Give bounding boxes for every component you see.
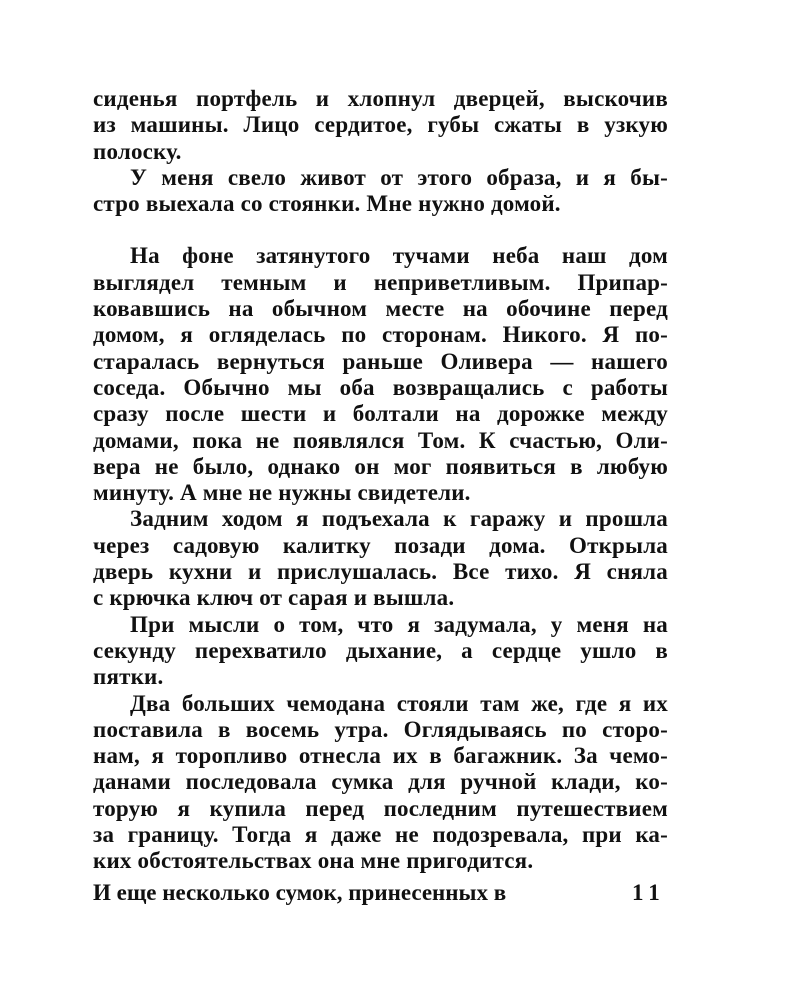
- text-line: старалась вернуться раньше Оливера — нашего: [93, 348, 668, 374]
- text-line: стро выехала со стоянки. Мне нужно домой.: [93, 191, 561, 217]
- text-line: полоску.: [93, 138, 182, 164]
- text-line: через садовую калитку позади дома. Открыла: [93, 532, 668, 558]
- text-line: дверь кухни и прислушалась. Все тихо. Я сняла: [93, 559, 668, 585]
- text-line: У меня свело живот от этого образа, и я бы-: [130, 164, 668, 190]
- section-break: [93, 217, 668, 243]
- text-line: домами, пока не появлялся Том. К счастью, Оли-: [93, 427, 668, 453]
- text-line: торую я купила перед последним путешествием: [93, 795, 668, 821]
- text-line: пятки.: [93, 664, 164, 690]
- text-line: выглядел темным и неприветливым. Припар-: [93, 269, 668, 295]
- text-line: домом, я огляделась по сторонам. Никого. Я по-: [93, 322, 668, 348]
- text-line: На фоне затянутого тучами неба наш дом: [130, 243, 668, 269]
- text-line: секунду перехватило дыхание, а сердце ушло в: [93, 637, 668, 663]
- text-line: нам, я торопливо отнесла их в багажник. За чемо-: [93, 743, 668, 769]
- body-text: [93, 86, 668, 875]
- text-line: ких обстоятельствах она мне пригодится.: [93, 848, 534, 874]
- text-line: сиденья портфель и хлопнул дверцей, выскочив: [93, 86, 668, 111]
- page-number: 11: [632, 880, 666, 905]
- text-line: с крючка ключ от сарая и вышла.: [93, 585, 455, 611]
- text-line: за границу. Тогда я даже не подозревала, при ка-: [93, 822, 668, 848]
- text-line: поставила в восемь утра. Оглядываясь по сторо-: [93, 716, 668, 742]
- last-text-line: И еще несколько сумок, принесенных в: [93, 880, 507, 905]
- text-line: Задним ходом я подъехала к гаражу и прошла: [130, 506, 668, 532]
- text-line: соседа. Обычно мы оба возвращались с работы: [93, 374, 668, 400]
- text-line: При мысли о том, что я задумала, у меня на: [130, 611, 668, 637]
- text-line: Два больших чемодана стояли там же, где я их: [130, 690, 668, 716]
- text-line: вера не было, однако он мог появиться в любую: [93, 453, 668, 479]
- text-line: минуту. А мне не нужны свидетели.: [93, 480, 471, 506]
- text-line: данами последовала сумка для ручной клади, ко-: [93, 769, 668, 795]
- text-line: сразу после шести и болтали на дорожке между: [93, 401, 668, 427]
- text-line: ковавшись на обычном месте на обочине перед: [93, 296, 668, 322]
- text-line: из машины. Лицо сердитое, губы сжаты в узкую: [93, 112, 668, 138]
